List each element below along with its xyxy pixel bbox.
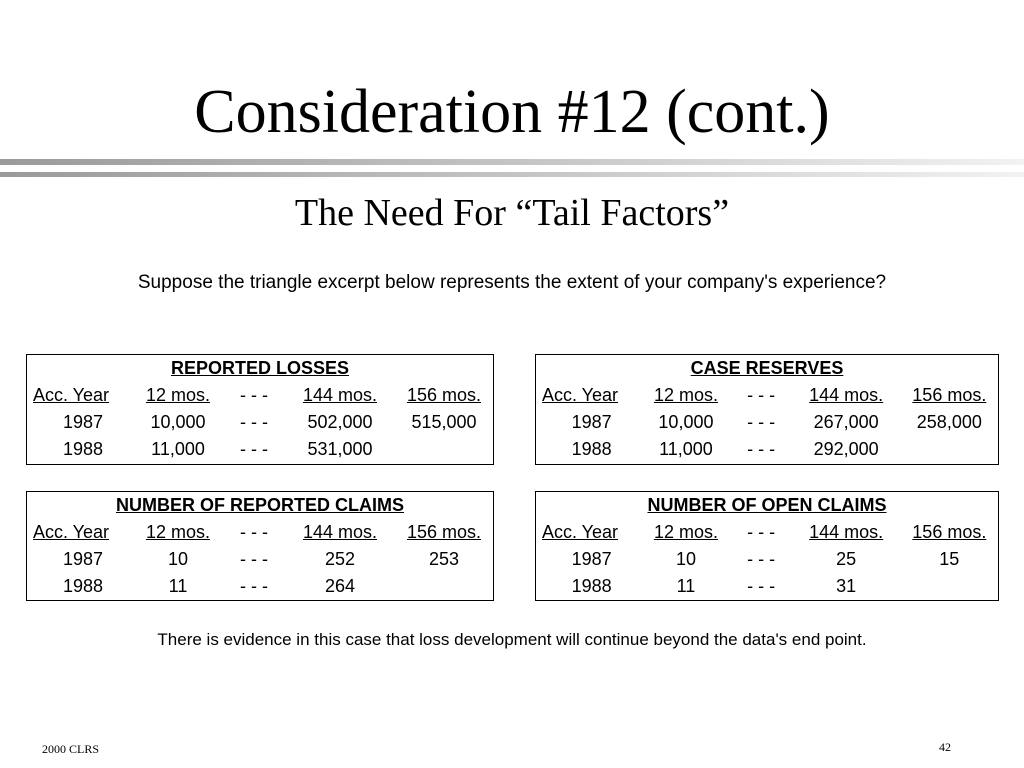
- cell: 1987: [62, 549, 104, 569]
- table-row: [536, 409, 998, 436]
- cell: 11: [168, 576, 188, 596]
- cell: [901, 573, 998, 600]
- cell: 1988: [62, 439, 104, 459]
- cell: [395, 573, 493, 600]
- column-header-144-mos: 144 mos.: [809, 385, 884, 405]
- column-header-12-mos: 12 mos.: [653, 385, 718, 405]
- cell: 10: [167, 549, 189, 569]
- column-header-144-mos: 144 mos.: [809, 522, 884, 542]
- cell: 531,000: [307, 439, 373, 459]
- slide-title: Consideration #12 (cont.): [194, 78, 830, 146]
- table-row: [27, 436, 493, 463]
- cell: 15: [939, 549, 960, 569]
- cell: 31: [836, 576, 857, 596]
- intro-text: Suppose the triangle excerpt below represents the extent of your company's experience?: [137, 272, 887, 293]
- cell: 258,000: [916, 412, 982, 432]
- column-header-156-mos: 156 mos.: [406, 385, 482, 405]
- column-header-acc-year: Acc. Year: [542, 522, 619, 542]
- cell: 264: [324, 576, 356, 596]
- column-header-144-mos: 144 mos.: [302, 385, 378, 405]
- cell: 1988: [571, 576, 612, 596]
- column-header-144-mos: 144 mos.: [302, 522, 378, 542]
- cell: - - -: [747, 439, 776, 459]
- column-header-ellipsis: - - -: [240, 385, 268, 405]
- cell: - - -: [747, 412, 776, 432]
- column-header-ellipsis: - - -: [240, 522, 268, 542]
- column-header-acc-year: Acc. Year: [33, 385, 110, 405]
- cell: 267,000: [813, 412, 879, 432]
- table-caption: CASE RESERVES: [690, 358, 844, 378]
- cell: 515,000: [411, 412, 477, 432]
- column-header-12-mos: 12 mos.: [653, 522, 718, 542]
- table-caption: REPORTED LOSSES: [170, 358, 350, 378]
- table-number-of-open-claims: [535, 491, 999, 601]
- cell: - - -: [240, 576, 268, 596]
- title-rule-bottom: [0, 172, 1024, 177]
- cell: - - -: [240, 412, 268, 432]
- column-header-acc-year: Acc. Year: [542, 385, 619, 405]
- cell: 10: [675, 549, 696, 569]
- cell: - - -: [240, 439, 268, 459]
- cell: [901, 436, 998, 463]
- column-header-acc-year: Acc. Year: [33, 522, 110, 542]
- table-caption: NUMBER OF OPEN CLAIMS: [647, 495, 887, 515]
- cell: 11,000: [659, 439, 713, 459]
- cell: 502,000: [307, 412, 373, 432]
- column-header-156-mos: 156 mos.: [912, 385, 987, 405]
- cell: 252: [324, 549, 356, 569]
- table-row: [27, 409, 493, 436]
- table-row: [536, 573, 998, 600]
- column-header-12-mos: 12 mos.: [145, 385, 211, 405]
- column-header-156-mos: 156 mos.: [406, 522, 482, 542]
- cell: 253: [428, 549, 460, 569]
- cell: - - -: [240, 549, 268, 569]
- cell: 25: [836, 549, 857, 569]
- slide-subtitle: The Need For “Tail Factors”: [294, 192, 730, 234]
- cell: 1987: [571, 549, 612, 569]
- table-row: [27, 573, 493, 600]
- column-header-12-mos: 12 mos.: [145, 522, 211, 542]
- table-reported-losses: [26, 354, 494, 465]
- table-row: [536, 546, 998, 573]
- column-header-ellipsis: - - -: [747, 522, 776, 542]
- cell: 11,000: [151, 439, 205, 459]
- cell: 10,000: [658, 412, 714, 432]
- page-number: 42: [939, 740, 951, 754]
- footer-label: 2000 CLRS: [42, 742, 100, 756]
- table-caption: NUMBER OF REPORTED CLAIMS: [116, 495, 404, 515]
- cell: 10,000: [150, 412, 206, 432]
- cell: 1988: [571, 439, 612, 459]
- cell: - - -: [747, 549, 776, 569]
- column-header-ellipsis: - - -: [747, 385, 776, 405]
- table-row: [27, 546, 493, 573]
- table-row: [536, 436, 998, 463]
- cell: 1988: [62, 576, 104, 596]
- cell: [395, 436, 493, 463]
- conclusion-note: There is evidence in this case that loss development will continue beyond the data's end point.: [157, 630, 867, 649]
- cell: 292,000: [813, 439, 879, 459]
- cell: 11: [676, 576, 696, 596]
- cell: 1987: [571, 412, 612, 432]
- column-header-156-mos: 156 mos.: [912, 522, 987, 542]
- title-rule-top: [0, 159, 1024, 165]
- table-number-of-reported-claims: [26, 491, 494, 601]
- cell: - - -: [747, 576, 776, 596]
- table-case-reserves: [535, 354, 999, 465]
- cell: 1987: [62, 412, 104, 432]
